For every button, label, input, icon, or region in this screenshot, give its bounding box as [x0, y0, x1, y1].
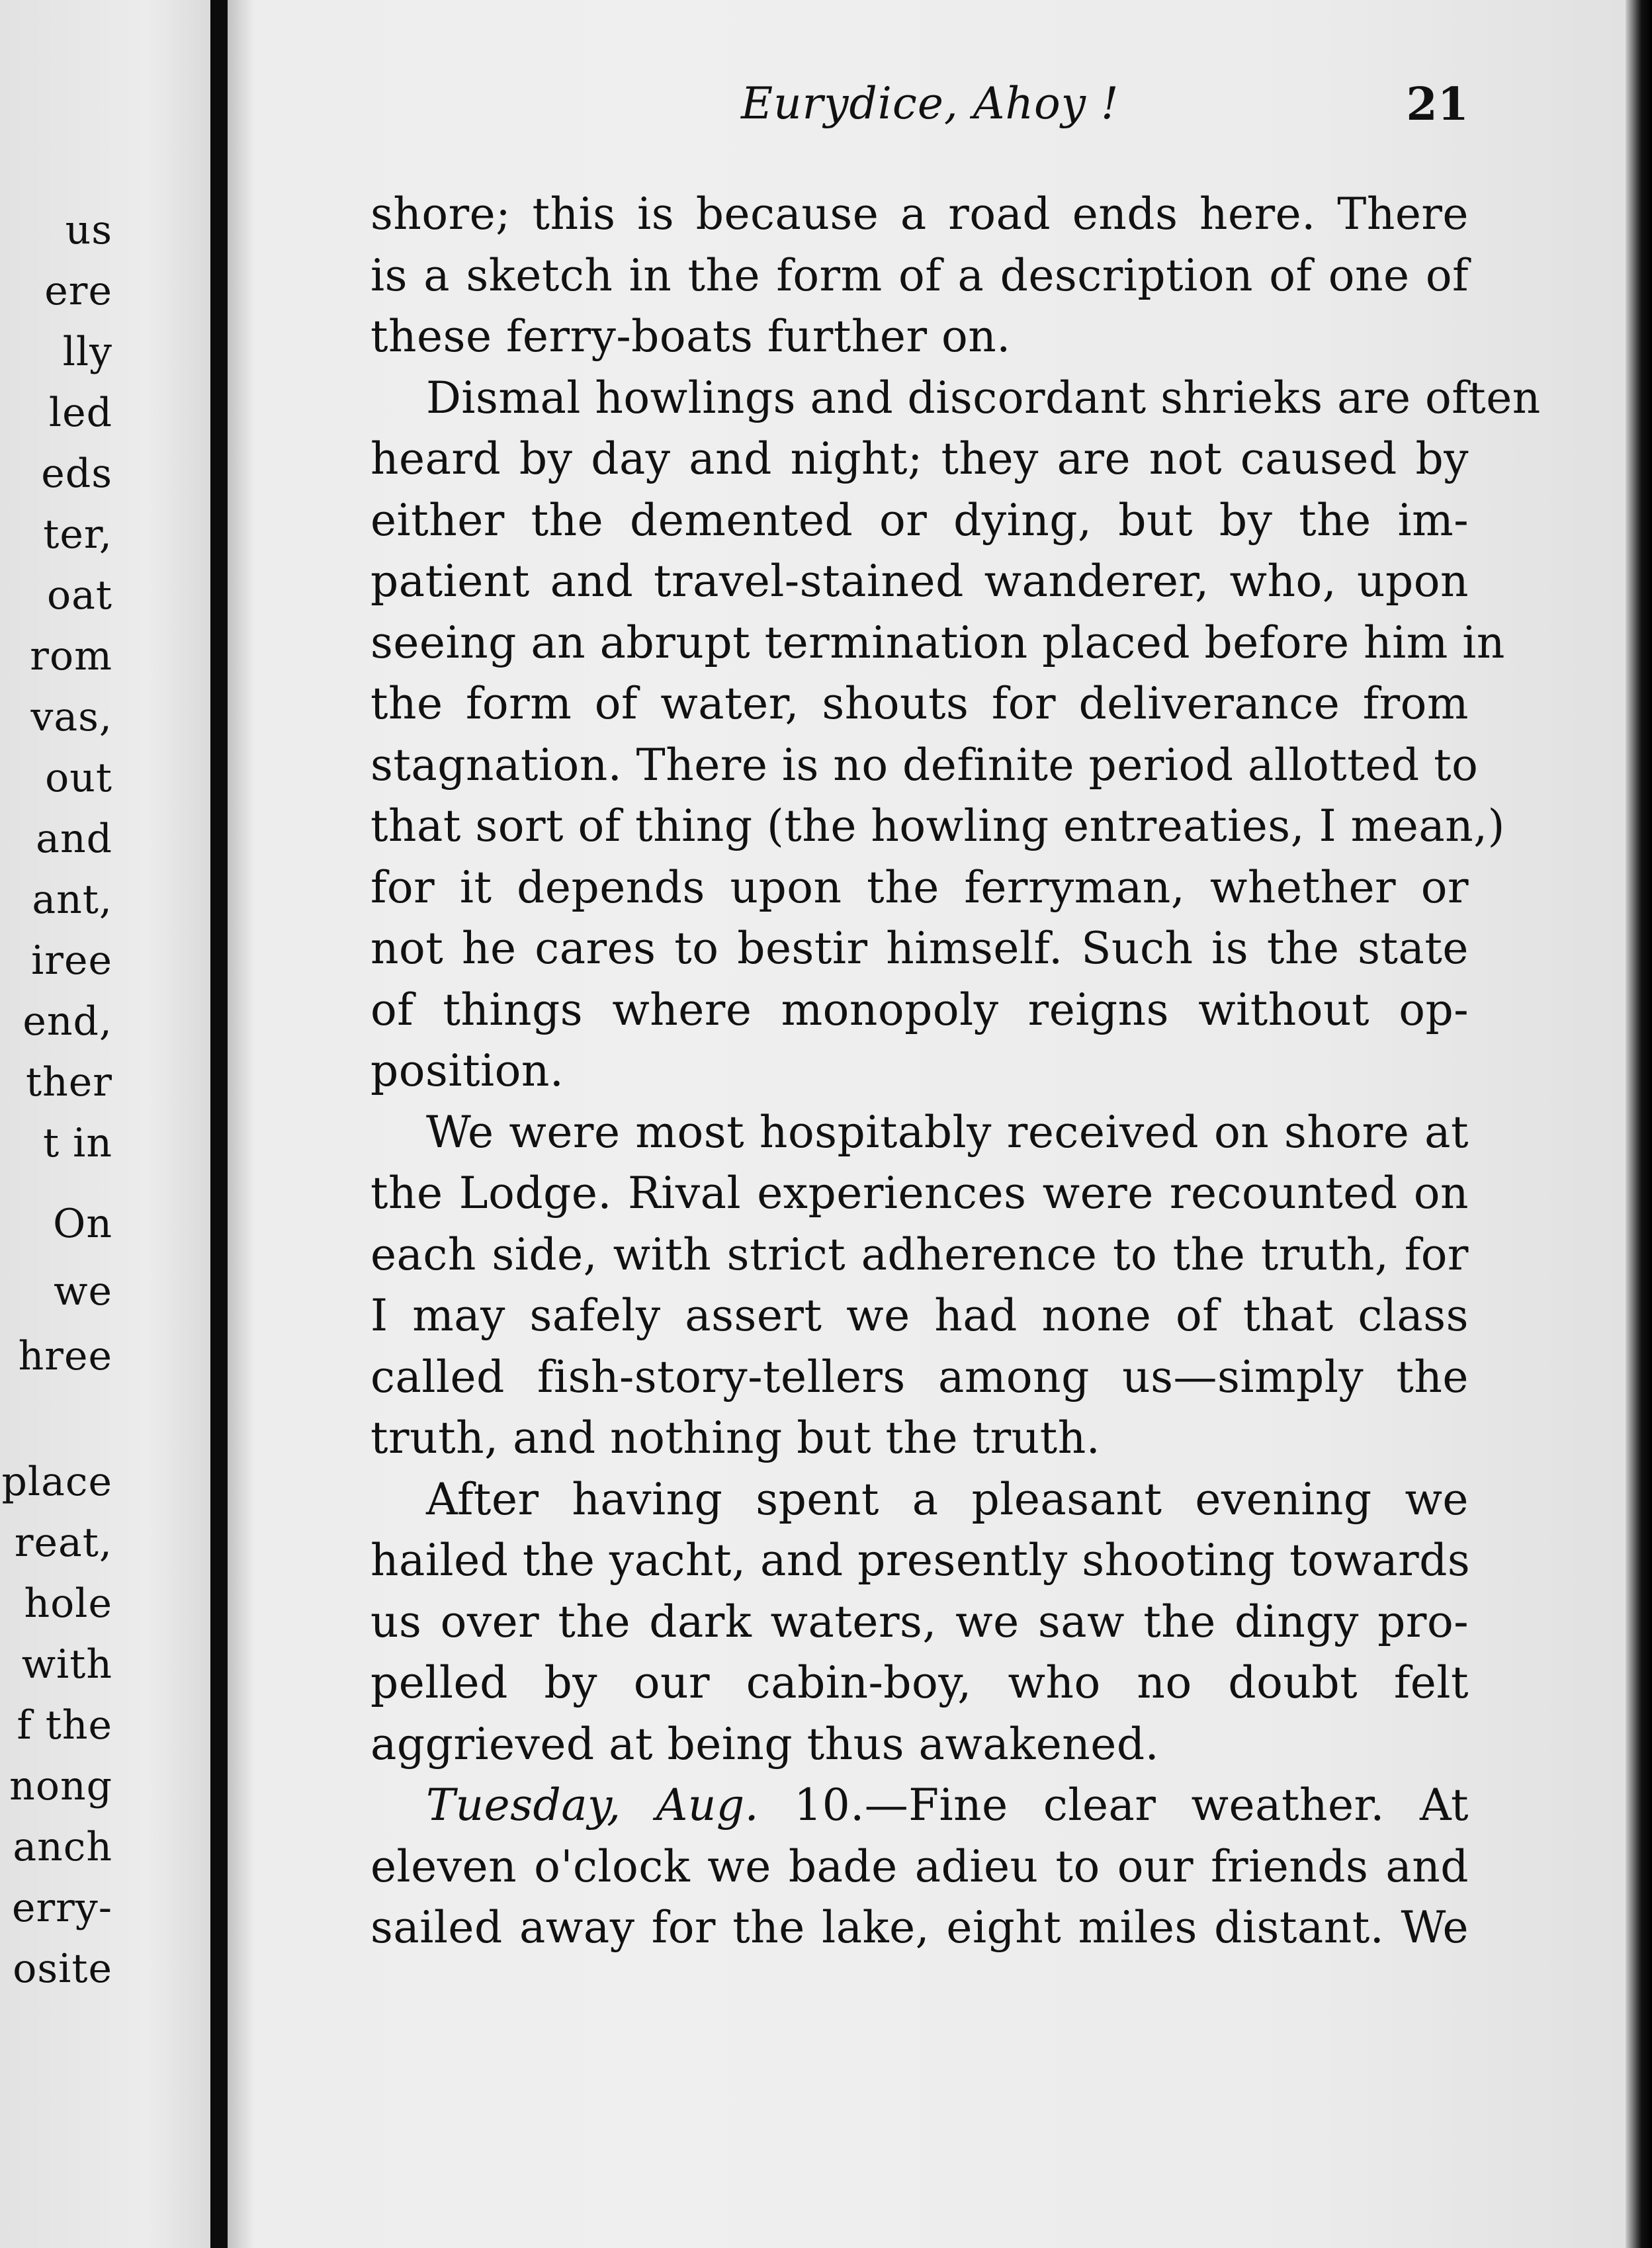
facing-page-fragment: On	[53, 1201, 112, 1247]
facing-page-fragment: vas,	[30, 694, 112, 740]
facing-page-fragment: ther	[26, 1059, 112, 1105]
facing-page-fragment: hole	[24, 1580, 112, 1627]
dated-entry-line	[370, 1775, 1469, 1837]
text-line: eleven o'clock we bade adieu to our friends and	[370, 1840, 1469, 1892]
text-line: seeing an abrupt termination placed before him in	[370, 617, 1505, 668]
text-line: truth, and nothing but the truth.	[370, 1412, 1101, 1463]
text-line: of things where monopoly reigns without op-	[370, 984, 1469, 1035]
facing-page-fragment: rom	[30, 633, 112, 679]
page-number: 21	[1406, 78, 1469, 131]
facing-page-fragment: with	[21, 1641, 112, 1688]
facing-page-fragment: we	[54, 1268, 112, 1315]
text-line: pelled by our cabin-boy, who no doubt felt	[370, 1657, 1469, 1708]
page-body	[370, 184, 1541, 1959]
facing-page-fragment: hree	[18, 1333, 112, 1379]
facing-page-fragment: ere	[44, 268, 112, 314]
facing-page-fragment: out	[45, 755, 112, 801]
facing-page-fragment: reat,	[14, 1520, 112, 1566]
page-header	[370, 78, 1469, 144]
gutter-shadow	[228, 0, 254, 2248]
text-line: each side, with strict adherence to the truth, for	[370, 1229, 1469, 1280]
facing-page-fragment: eds	[41, 451, 112, 497]
facing-page-fragment: ant,	[32, 877, 112, 923]
facing-page-fragment: f the	[17, 1702, 112, 1749]
text-line: these ferry-boats further on.	[370, 311, 1011, 362]
facing-page-fragment: osite	[13, 1946, 112, 1992]
text-line: either the demented or dying, but by the im-	[370, 494, 1469, 546]
text-line: I may safely assert we had none of that class	[370, 1290, 1469, 1341]
entry-text: 10.—Fine clear weather. At	[759, 1780, 1469, 1831]
facing-page-edge	[0, 0, 212, 2248]
text-line: for it depends upon the ferryman, whether or	[370, 861, 1469, 913]
facing-page-fragment: and	[36, 816, 112, 862]
facing-page-fragment: ter,	[43, 511, 112, 558]
text-line: that sort of thing (the howling entreaties, I mean,)	[370, 800, 1505, 851]
text-line: us over the dark waters, we saw the dingy pro-	[370, 1596, 1469, 1647]
facing-page-fragment: led	[48, 390, 112, 436]
facing-page-fragment: iree	[31, 937, 112, 984]
text-line: sailed away for the lake, eight miles distant. We	[370, 1902, 1469, 1953]
facing-page-fragment: anch	[13, 1824, 112, 1870]
text-line: heard by day and night; they are not caused by	[370, 433, 1469, 484]
text-line: the form of water, shouts for deliverance from	[370, 678, 1469, 729]
facing-page-fragment: lly	[62, 329, 112, 375]
text-line: Dismal howlings and discordant shrieks are often	[426, 372, 1541, 423]
entry-date: Tuesday, Aug.	[426, 1780, 760, 1831]
running-title: Eurydice, Ahoy !	[741, 78, 1119, 129]
text-line: aggrieved at being thus awakened.	[370, 1718, 1160, 1770]
text-line: not he cares to bestir himself. Such is the state	[370, 923, 1469, 974]
facing-page-fragment: place	[1, 1459, 112, 1505]
text-line: called fish-story-tellers among us—simply the	[370, 1351, 1469, 1403]
facing-page-fragment: nong	[9, 1763, 112, 1809]
facing-page-fragment: end,	[22, 998, 112, 1045]
text-line: hailed the yacht, and presently shooting towards	[370, 1535, 1471, 1586]
book-gutter	[210, 0, 228, 2248]
facing-page-fragment: t in	[42, 1120, 112, 1166]
text-line: stagnation. There is no definite period allotted to	[370, 739, 1479, 791]
facing-page-fragment: us	[65, 207, 112, 253]
page-edge-shadow	[1626, 0, 1652, 2248]
text-line: position.	[370, 1045, 564, 1096]
text-line: patient and travel-stained wanderer, who, upon	[370, 556, 1469, 607]
text-line: After having spent a pleasant evening we	[426, 1473, 1469, 1525]
text-line: is a sketch in the form of a description of one of	[370, 249, 1469, 301]
facing-page-fragment: erry-	[11, 1885, 112, 1931]
text-line: shore; this is because a road ends here. There	[370, 189, 1469, 239]
facing-page-fragment: oat	[46, 572, 112, 619]
text-line: We were most hospitably received on shore at	[426, 1106, 1469, 1158]
text-line: the Lodge. Rival experiences were recounted on	[370, 1168, 1469, 1219]
